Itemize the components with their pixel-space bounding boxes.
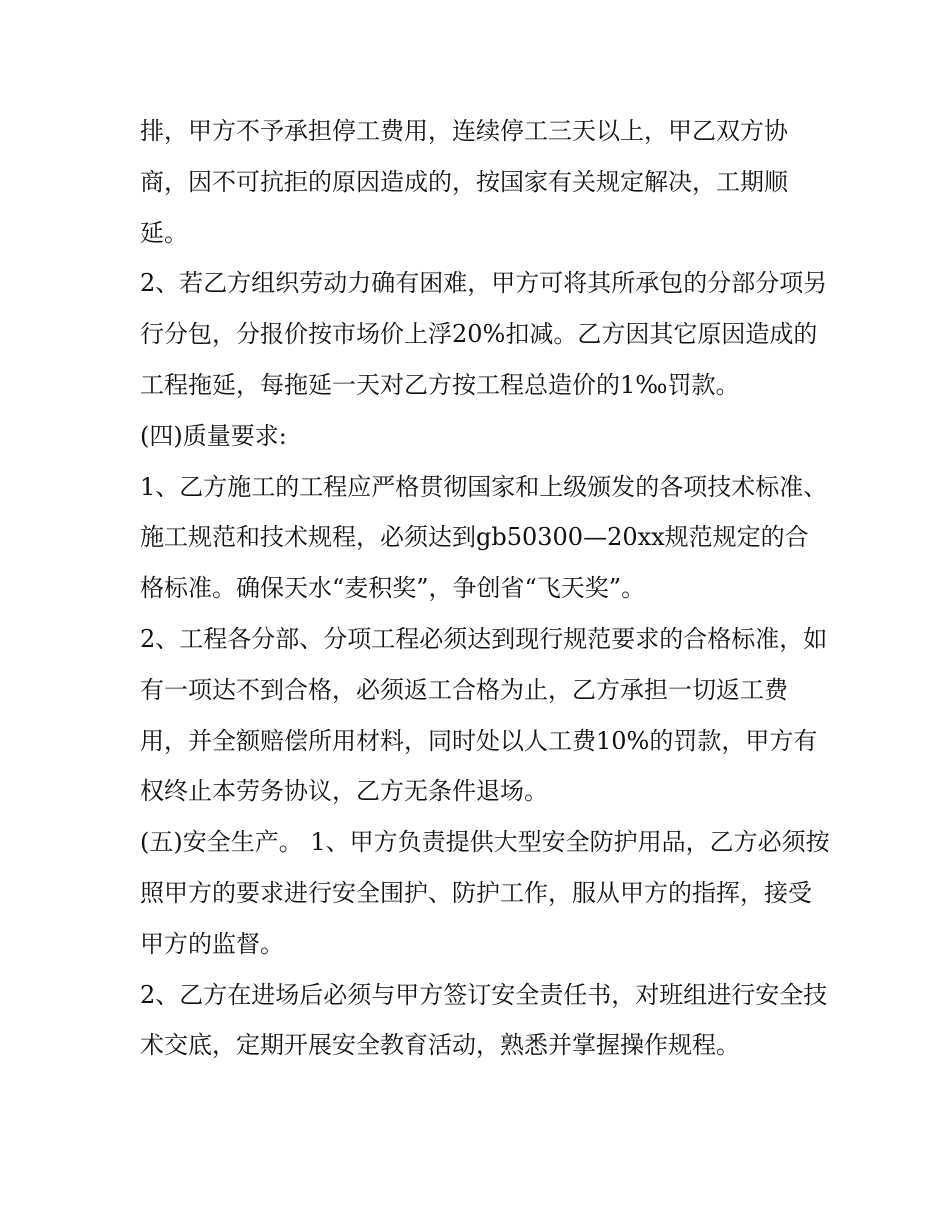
paragraph-quality-rework: 2、工程各分部、分项工程必须达到现行规范要求的合格标准，如有一项达不到合格，必须返工合格为止，乙方承担一切返工费用，并全额赔偿所用材料，同时处以人工费10%的罚款，甲方有权终止本劳务协议，乙方无条件退场。 bbox=[140, 624, 828, 806]
paragraph-safety-production: (五)安全生产。 1、甲方负责提供大型安全防护用品，乙方必须按照甲方的要求进行安全围护、防护工作，服从甲方的指挥，接受甲方的监督。 bbox=[140, 828, 830, 958]
paragraph-quality-standards: 1、乙方施工的工程应严格贯彻国家和上级颁发的各项技术标准、施工规范和技术规程，必须达到gb50300—20xx规范规定的合格标准。确保天水“麦积奖”，争创省“飞天奖”。 bbox=[140, 472, 828, 603]
section-heading-quality: (四)质量要求: bbox=[140, 421, 287, 450]
paragraph-labor-subcontract: 2、若乙方组织劳动力确有困难，甲方可将其所承包的分部分项另行分包，分报价按市场价上浮20%扣减。乙方因其它原因造成的工程拖延，每拖延一天对乙方按工程总造价的1‰罚款。 bbox=[140, 269, 828, 399]
document-body bbox=[140, 106, 830, 1071]
paragraph-safety-responsibility: 2、乙方在进场后必须与甲方签订安全责任书，对班组进行安全技术交底，定期开展安全教育活动，熟悉并掌握操作规程。 bbox=[140, 980, 828, 1060]
paragraph-stoppage-continuation: 排，甲方不予承担停工费用，连续停工三天以上，甲乙双方协商，因不可抗拒的原因造成的，按国家有关规定解决，工期顺延。 bbox=[140, 117, 788, 247]
